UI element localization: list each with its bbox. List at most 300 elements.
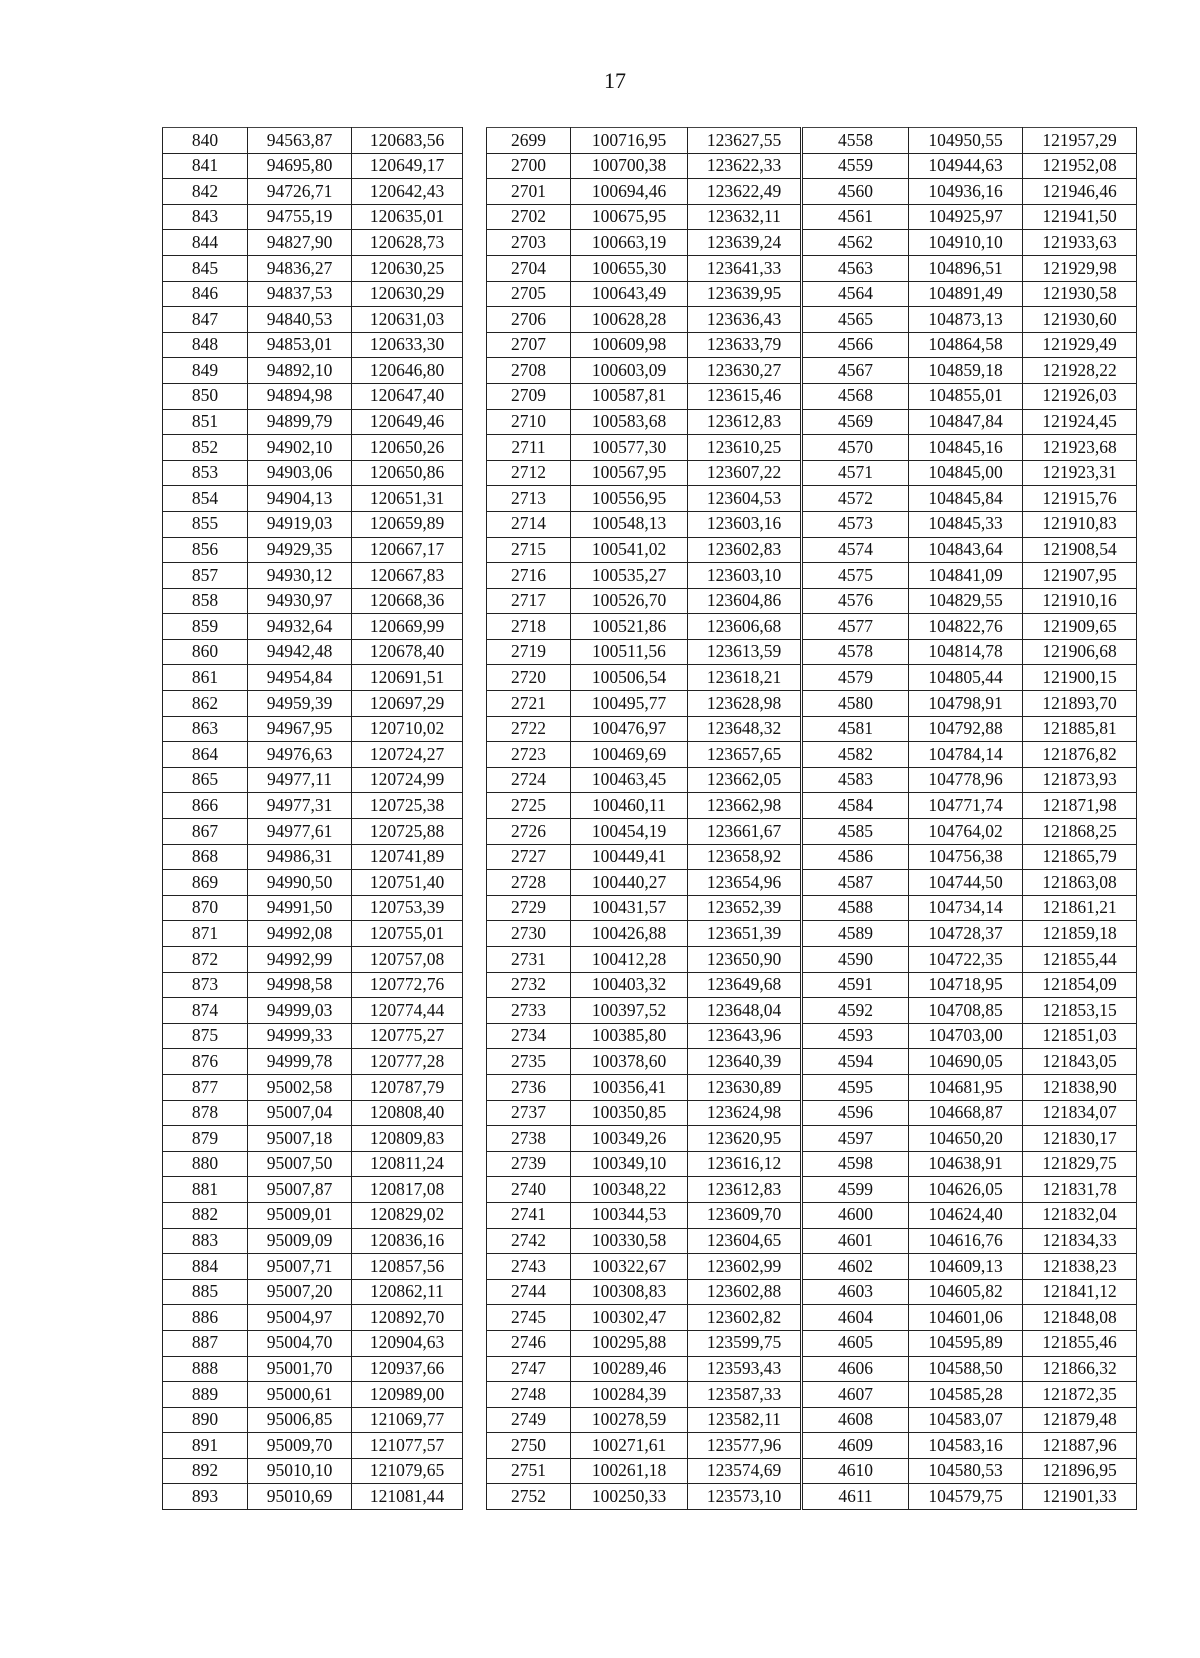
- y-coordinate-cell: 120787,79: [352, 1074, 463, 1100]
- table-row: [803, 230, 1137, 256]
- point-number-cell: 2726: [487, 819, 571, 845]
- table-row: [487, 563, 801, 589]
- table-row: [487, 793, 801, 819]
- table-row: [803, 1279, 1137, 1305]
- point-number-cell: 2701: [487, 179, 571, 205]
- table-row: [487, 870, 801, 896]
- point-number-cell: 2705: [487, 281, 571, 307]
- x-coordinate-cell: 94837,53: [248, 281, 352, 307]
- table-row: [487, 1254, 801, 1280]
- point-number-cell: 4586: [803, 844, 909, 870]
- table-row: [163, 1228, 463, 1254]
- point-number-cell: 2706: [487, 307, 571, 333]
- y-coordinate-cell: 123607,22: [688, 460, 801, 486]
- x-coordinate-cell: 95000,61: [248, 1382, 352, 1408]
- table-row: [803, 1074, 1137, 1100]
- x-coordinate-cell: 94919,03: [248, 511, 352, 537]
- point-number-cell: 881: [163, 1177, 248, 1203]
- point-number-cell: 862: [163, 691, 248, 717]
- table-row: [163, 998, 463, 1024]
- x-coordinate-cell: 100511,56: [571, 639, 688, 665]
- table-row: [803, 1433, 1137, 1459]
- y-coordinate-cell: 120659,89: [352, 511, 463, 537]
- table-row: [487, 819, 801, 845]
- x-coordinate-cell: 104703,00: [909, 1023, 1023, 1049]
- point-number-cell: 842: [163, 179, 248, 205]
- x-coordinate-cell: 104638,91: [909, 1151, 1023, 1177]
- table-row: [163, 1023, 463, 1049]
- y-coordinate-cell: 121929,49: [1023, 332, 1137, 358]
- table-row: [163, 1330, 463, 1356]
- table-row: [163, 614, 463, 640]
- table-row: [487, 972, 801, 998]
- x-coordinate-cell: 100385,80: [571, 1023, 688, 1049]
- x-coordinate-cell: 104784,14: [909, 742, 1023, 768]
- table-row: [803, 486, 1137, 512]
- point-number-cell: 4577: [803, 614, 909, 640]
- table-row: [487, 1228, 801, 1254]
- y-coordinate-cell: 121868,25: [1023, 819, 1137, 845]
- point-number-cell: 4574: [803, 537, 909, 563]
- point-number-cell: 2699: [487, 128, 571, 154]
- point-number-cell: 4594: [803, 1049, 909, 1075]
- x-coordinate-cell: 104771,74: [909, 793, 1023, 819]
- table-row: [163, 1126, 463, 1152]
- x-coordinate-cell: 95007,50: [248, 1151, 352, 1177]
- table-row: [803, 691, 1137, 717]
- table-row: [163, 691, 463, 717]
- point-number-cell: 2722: [487, 716, 571, 742]
- x-coordinate-cell: 100344,53: [571, 1202, 688, 1228]
- point-number-cell: 4560: [803, 179, 909, 205]
- y-coordinate-cell: 120862,11: [352, 1279, 463, 1305]
- x-coordinate-cell: 94930,97: [248, 588, 352, 614]
- point-number-cell: 866: [163, 793, 248, 819]
- x-coordinate-cell: 94932,64: [248, 614, 352, 640]
- y-coordinate-cell: 120989,00: [352, 1382, 463, 1408]
- y-coordinate-cell: 123648,04: [688, 998, 801, 1024]
- point-number-cell: 4559: [803, 153, 909, 179]
- point-number-cell: 858: [163, 588, 248, 614]
- table-row: [803, 255, 1137, 281]
- y-coordinate-cell: 123628,98: [688, 691, 801, 717]
- table-row: [487, 1433, 801, 1459]
- y-coordinate-cell: 121077,57: [352, 1433, 463, 1459]
- table-row: [163, 639, 463, 665]
- table-row: [803, 179, 1137, 205]
- table-row: [487, 1074, 801, 1100]
- table-row: [803, 767, 1137, 793]
- x-coordinate-cell: 104624,40: [909, 1202, 1023, 1228]
- table-row: [487, 358, 801, 384]
- table-row: [487, 1279, 801, 1305]
- x-coordinate-cell: 104583,16: [909, 1433, 1023, 1459]
- x-coordinate-cell: 94929,35: [248, 537, 352, 563]
- x-coordinate-cell: 104845,16: [909, 435, 1023, 461]
- y-coordinate-cell: 121928,22: [1023, 358, 1137, 384]
- table-row: [803, 793, 1137, 819]
- y-coordinate-cell: 121832,04: [1023, 1202, 1137, 1228]
- y-coordinate-cell: 121859,18: [1023, 921, 1137, 947]
- x-coordinate-cell: 94977,31: [248, 793, 352, 819]
- table-row: [487, 486, 801, 512]
- y-coordinate-cell: 123636,43: [688, 307, 801, 333]
- x-coordinate-cell: 104585,28: [909, 1382, 1023, 1408]
- table-row: [803, 1126, 1137, 1152]
- point-number-cell: 4611: [803, 1484, 909, 1510]
- x-coordinate-cell: 104583,07: [909, 1407, 1023, 1433]
- table-row: [487, 230, 801, 256]
- y-coordinate-cell: 123650,90: [688, 947, 801, 973]
- x-coordinate-cell: 104829,55: [909, 588, 1023, 614]
- point-number-cell: 2749: [487, 1407, 571, 1433]
- y-coordinate-cell: 123624,98: [688, 1100, 801, 1126]
- x-coordinate-cell: 100322,67: [571, 1254, 688, 1280]
- point-number-cell: 2735: [487, 1049, 571, 1075]
- x-coordinate-cell: 104845,00: [909, 460, 1023, 486]
- x-coordinate-cell: 104805,44: [909, 665, 1023, 691]
- x-coordinate-cell: 94836,27: [248, 255, 352, 281]
- point-number-cell: 864: [163, 742, 248, 768]
- table-row: [803, 1458, 1137, 1484]
- x-coordinate-cell: 104650,20: [909, 1126, 1023, 1152]
- table-row: [803, 1202, 1137, 1228]
- x-coordinate-cell: 100541,02: [571, 537, 688, 563]
- y-coordinate-cell: 120811,24: [352, 1151, 463, 1177]
- y-coordinate-cell: 121909,65: [1023, 614, 1137, 640]
- y-coordinate-cell: 120650,26: [352, 435, 463, 461]
- y-coordinate-cell: 120751,40: [352, 870, 463, 896]
- y-coordinate-cell: 120777,28: [352, 1049, 463, 1075]
- point-number-cell: 4568: [803, 383, 909, 409]
- table-row: [803, 819, 1137, 845]
- x-coordinate-cell: 100535,27: [571, 563, 688, 589]
- y-coordinate-cell: 123643,96: [688, 1023, 801, 1049]
- point-number-cell: 2700: [487, 153, 571, 179]
- y-coordinate-cell: 121872,35: [1023, 1382, 1137, 1408]
- point-number-cell: 863: [163, 716, 248, 742]
- table-row: [803, 1484, 1137, 1510]
- y-coordinate-cell: 121893,70: [1023, 691, 1137, 717]
- table-row: [163, 1356, 463, 1382]
- point-number-cell: 2724: [487, 767, 571, 793]
- y-coordinate-cell: 123641,33: [688, 255, 801, 281]
- y-coordinate-cell: 121910,16: [1023, 588, 1137, 614]
- y-coordinate-cell: 123602,82: [688, 1305, 801, 1331]
- y-coordinate-cell: 121829,75: [1023, 1151, 1137, 1177]
- point-number-cell: 850: [163, 383, 248, 409]
- table-row: [163, 1407, 463, 1433]
- point-number-cell: 2729: [487, 895, 571, 921]
- y-coordinate-cell: 121926,03: [1023, 383, 1137, 409]
- y-coordinate-cell: 123662,05: [688, 767, 801, 793]
- y-coordinate-cell: 120904,63: [352, 1330, 463, 1356]
- y-coordinate-cell: 121861,21: [1023, 895, 1137, 921]
- x-coordinate-cell: 100378,60: [571, 1049, 688, 1075]
- table-row: [163, 511, 463, 537]
- y-coordinate-cell: 121957,29: [1023, 128, 1137, 154]
- y-coordinate-cell: 120829,02: [352, 1202, 463, 1228]
- y-coordinate-cell: 121930,58: [1023, 281, 1137, 307]
- x-coordinate-cell: 104616,76: [909, 1228, 1023, 1254]
- y-coordinate-cell: 120630,29: [352, 281, 463, 307]
- point-number-cell: 2740: [487, 1177, 571, 1203]
- point-number-cell: 4575: [803, 563, 909, 589]
- y-coordinate-cell: 123630,27: [688, 358, 801, 384]
- table-row: [803, 204, 1137, 230]
- page-number: 17: [604, 68, 626, 93]
- point-number-cell: 2750: [487, 1433, 571, 1459]
- point-number-cell: 876: [163, 1049, 248, 1075]
- x-coordinate-cell: 100700,38: [571, 153, 688, 179]
- table-row: [163, 947, 463, 973]
- x-coordinate-cell: 100609,98: [571, 332, 688, 358]
- point-number-cell: 4608: [803, 1407, 909, 1433]
- point-number-cell: 882: [163, 1202, 248, 1228]
- table-row: [163, 665, 463, 691]
- table-row: [163, 128, 463, 154]
- x-coordinate-cell: 94992,08: [248, 921, 352, 947]
- y-coordinate-cell: 121831,78: [1023, 1177, 1137, 1203]
- table-row: [803, 947, 1137, 973]
- table-row: [487, 128, 801, 154]
- coordinate-table-3: [802, 127, 1137, 1510]
- table-row: [803, 844, 1137, 870]
- table-row: [487, 409, 801, 435]
- point-number-cell: 892: [163, 1458, 248, 1484]
- x-coordinate-cell: 95001,70: [248, 1356, 352, 1382]
- point-number-cell: 2730: [487, 921, 571, 947]
- y-coordinate-cell: 120755,01: [352, 921, 463, 947]
- x-coordinate-cell: 104841,09: [909, 563, 1023, 589]
- y-coordinate-cell: 123649,68: [688, 972, 801, 998]
- x-coordinate-cell: 104873,13: [909, 307, 1023, 333]
- table-row: [487, 307, 801, 333]
- table-row: [803, 998, 1137, 1024]
- point-number-cell: 853: [163, 460, 248, 486]
- point-number-cell: 2744: [487, 1279, 571, 1305]
- x-coordinate-cell: 100628,28: [571, 307, 688, 333]
- x-coordinate-cell: 95007,71: [248, 1254, 352, 1280]
- point-number-cell: 2752: [487, 1484, 571, 1510]
- point-number-cell: 2751: [487, 1458, 571, 1484]
- x-coordinate-cell: 94967,95: [248, 716, 352, 742]
- table-row: [803, 1330, 1137, 1356]
- y-coordinate-cell: 120836,16: [352, 1228, 463, 1254]
- y-coordinate-cell: 120741,89: [352, 844, 463, 870]
- x-coordinate-cell: 100426,88: [571, 921, 688, 947]
- y-coordinate-cell: 121851,03: [1023, 1023, 1137, 1049]
- x-coordinate-cell: 104936,16: [909, 179, 1023, 205]
- y-coordinate-cell: 120646,80: [352, 358, 463, 384]
- x-coordinate-cell: 94942,48: [248, 639, 352, 665]
- x-coordinate-cell: 94954,84: [248, 665, 352, 691]
- point-number-cell: 852: [163, 435, 248, 461]
- x-coordinate-cell: 100449,41: [571, 844, 688, 870]
- point-number-cell: 4565: [803, 307, 909, 333]
- table-row: [487, 665, 801, 691]
- table-row: [803, 588, 1137, 614]
- y-coordinate-cell: 121885,81: [1023, 716, 1137, 742]
- y-coordinate-cell: 120857,56: [352, 1254, 463, 1280]
- x-coordinate-cell: 100356,41: [571, 1074, 688, 1100]
- table-row: [163, 486, 463, 512]
- x-coordinate-cell: 94892,10: [248, 358, 352, 384]
- point-number-cell: 4590: [803, 947, 909, 973]
- table-row: [163, 767, 463, 793]
- point-number-cell: 893: [163, 1484, 248, 1510]
- point-number-cell: 859: [163, 614, 248, 640]
- x-coordinate-cell: 100454,19: [571, 819, 688, 845]
- y-coordinate-cell: 123604,65: [688, 1228, 801, 1254]
- point-number-cell: 4564: [803, 281, 909, 307]
- x-coordinate-cell: 95009,09: [248, 1228, 352, 1254]
- y-coordinate-cell: 123622,33: [688, 153, 801, 179]
- y-coordinate-cell: 120937,66: [352, 1356, 463, 1382]
- y-coordinate-cell: 121834,07: [1023, 1100, 1137, 1126]
- point-number-cell: 2733: [487, 998, 571, 1024]
- x-coordinate-cell: 95010,10: [248, 1458, 352, 1484]
- table-row: [163, 460, 463, 486]
- table-row: [163, 1254, 463, 1280]
- point-number-cell: 2713: [487, 486, 571, 512]
- table-row: [803, 1100, 1137, 1126]
- x-coordinate-cell: 94999,78: [248, 1049, 352, 1075]
- x-coordinate-cell: 95009,01: [248, 1202, 352, 1228]
- x-coordinate-cell: 100469,69: [571, 742, 688, 768]
- point-number-cell: 4581: [803, 716, 909, 742]
- x-coordinate-cell: 100463,45: [571, 767, 688, 793]
- table-row: [487, 1202, 801, 1228]
- table-row: [163, 230, 463, 256]
- table-row: [487, 767, 801, 793]
- point-number-cell: 4561: [803, 204, 909, 230]
- point-number-cell: 2734: [487, 1023, 571, 1049]
- table-row: [487, 537, 801, 563]
- y-coordinate-cell: 120650,86: [352, 460, 463, 486]
- point-number-cell: 856: [163, 537, 248, 563]
- point-number-cell: 2725: [487, 793, 571, 819]
- point-number-cell: 4589: [803, 921, 909, 947]
- y-coordinate-cell: 123648,32: [688, 716, 801, 742]
- point-number-cell: 4573: [803, 511, 909, 537]
- y-coordinate-cell: 120892,70: [352, 1305, 463, 1331]
- table-row: [487, 1484, 801, 1510]
- point-number-cell: 880: [163, 1151, 248, 1177]
- table-row: [487, 460, 801, 486]
- table-row: [487, 1100, 801, 1126]
- point-number-cell: 4587: [803, 870, 909, 896]
- x-coordinate-cell: 104910,10: [909, 230, 1023, 256]
- y-coordinate-cell: 121830,17: [1023, 1126, 1137, 1152]
- point-number-cell: 2732: [487, 972, 571, 998]
- x-coordinate-cell: 100440,27: [571, 870, 688, 896]
- x-coordinate-cell: 94930,12: [248, 563, 352, 589]
- point-number-cell: 2742: [487, 1228, 571, 1254]
- x-coordinate-cell: 94904,13: [248, 486, 352, 512]
- point-number-cell: 2746: [487, 1330, 571, 1356]
- y-coordinate-cell: 120808,40: [352, 1100, 463, 1126]
- table-row: [803, 665, 1137, 691]
- y-coordinate-cell: 121930,60: [1023, 307, 1137, 333]
- table-row: [487, 1458, 801, 1484]
- point-number-cell: 870: [163, 895, 248, 921]
- point-number-cell: 855: [163, 511, 248, 537]
- table-row: [803, 1151, 1137, 1177]
- point-number-cell: 2727: [487, 844, 571, 870]
- y-coordinate-cell: 121854,09: [1023, 972, 1137, 998]
- table-row: [487, 1126, 801, 1152]
- y-coordinate-cell: 123604,86: [688, 588, 801, 614]
- x-coordinate-cell: 100506,54: [571, 665, 688, 691]
- point-number-cell: 2708: [487, 358, 571, 384]
- y-coordinate-cell: 123622,49: [688, 179, 801, 205]
- x-coordinate-cell: 95002,58: [248, 1074, 352, 1100]
- table-row: [163, 716, 463, 742]
- table-row: [487, 947, 801, 973]
- y-coordinate-cell: 120817,08: [352, 1177, 463, 1203]
- point-number-cell: 4582: [803, 742, 909, 768]
- x-coordinate-cell: 95007,20: [248, 1279, 352, 1305]
- y-coordinate-cell: 123618,21: [688, 665, 801, 691]
- x-coordinate-cell: 100289,46: [571, 1356, 688, 1382]
- x-coordinate-cell: 94999,03: [248, 998, 352, 1024]
- x-coordinate-cell: 94827,90: [248, 230, 352, 256]
- point-number-cell: 4576: [803, 588, 909, 614]
- point-number-cell: 2747: [487, 1356, 571, 1382]
- point-number-cell: 4609: [803, 1433, 909, 1459]
- table-row: [803, 332, 1137, 358]
- point-number-cell: 861: [163, 665, 248, 691]
- table-row: [803, 1177, 1137, 1203]
- table-row: [163, 153, 463, 179]
- table-row: [803, 537, 1137, 563]
- y-coordinate-cell: 123587,33: [688, 1382, 801, 1408]
- y-coordinate-cell: 120667,17: [352, 537, 463, 563]
- table-row: [163, 563, 463, 589]
- table-row: [803, 383, 1137, 409]
- point-number-cell: 884: [163, 1254, 248, 1280]
- y-coordinate-cell: 121838,90: [1023, 1074, 1137, 1100]
- x-coordinate-cell: 104822,76: [909, 614, 1023, 640]
- x-coordinate-cell: 100250,33: [571, 1484, 688, 1510]
- x-coordinate-cell: 100278,59: [571, 1407, 688, 1433]
- y-coordinate-cell: 121900,15: [1023, 665, 1137, 691]
- y-coordinate-cell: 123610,25: [688, 435, 801, 461]
- y-coordinate-cell: 120669,99: [352, 614, 463, 640]
- table-row: [803, 1049, 1137, 1075]
- table-row: [803, 307, 1137, 333]
- y-coordinate-cell: 123574,69: [688, 1458, 801, 1484]
- table-row: [163, 1433, 463, 1459]
- table-row: [163, 972, 463, 998]
- table-row: [803, 895, 1137, 921]
- table-row: [487, 383, 801, 409]
- y-coordinate-cell: 120668,36: [352, 588, 463, 614]
- point-number-cell: 886: [163, 1305, 248, 1331]
- point-number-cell: 4593: [803, 1023, 909, 1049]
- point-number-cell: 4578: [803, 639, 909, 665]
- point-number-cell: 2736: [487, 1074, 571, 1100]
- point-number-cell: 4571: [803, 460, 909, 486]
- y-coordinate-cell: 121910,83: [1023, 511, 1137, 537]
- x-coordinate-cell: 100577,30: [571, 435, 688, 461]
- point-number-cell: 4585: [803, 819, 909, 845]
- table-row: [163, 409, 463, 435]
- x-coordinate-cell: 100349,10: [571, 1151, 688, 1177]
- table-row: [163, 383, 463, 409]
- table-row: [163, 179, 463, 205]
